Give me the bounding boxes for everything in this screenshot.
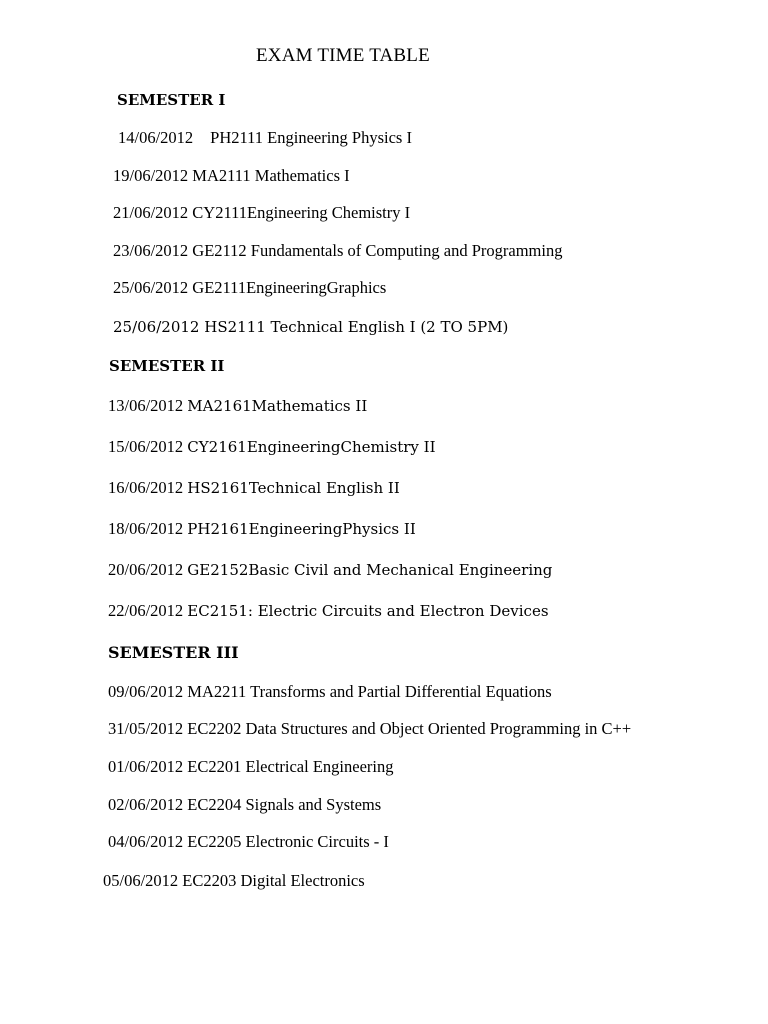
exam-course: HS2161Technical English II (187, 479, 400, 497)
exam-course: PH2111 Engineering Physics I (210, 128, 412, 147)
exam-course: EC2202 Data Structures and Object Oriented Programming in C++ (187, 719, 632, 738)
exam-course: HS2111 Technical English I (2 TO 5PM) (204, 318, 509, 336)
exam-course: EC2201 Electrical Engineering (187, 757, 394, 776)
exam-date: 25/06/2012 (113, 318, 200, 336)
exam-row (108, 719, 631, 739)
exam-course: MA2211 Transforms and Partial Differential Equations (187, 682, 552, 701)
exam-row (113, 241, 562, 261)
exam-course: MA2161Mathematics II (187, 397, 368, 415)
exam-course: EC2205 Electronic Circuits - I (187, 832, 389, 851)
exam-course: CY2111Engineering Chemistry I (192, 203, 411, 222)
exam-date: 21/06/2012 (113, 203, 189, 222)
exam-row (108, 795, 381, 815)
exam-date: 04/06/2012 (108, 832, 184, 851)
exam-row (113, 203, 410, 223)
exam-date: 31/05/2012 (108, 719, 184, 738)
semester-3-heading: SEMESTER III (108, 643, 239, 662)
exam-date: 05/06/2012 (103, 871, 179, 890)
exam-date: 14/06/2012 (118, 128, 194, 147)
exam-course: CY2161EngineeringChemistry II (187, 438, 436, 456)
exam-date: 19/06/2012 (113, 166, 189, 185)
exam-course: EC2204 Signals and Systems (187, 795, 382, 814)
page-title: EXAM TIME TABLE (256, 45, 430, 66)
exam-course: EC2203 Digital Electronics (182, 871, 365, 890)
semester-2-heading: SEMESTER II (109, 357, 225, 375)
exam-row (113, 278, 386, 298)
exam-date: 15/06/2012 (108, 437, 184, 456)
exam-row (103, 871, 365, 891)
exam-date: 23/06/2012 (113, 241, 189, 260)
exam-row (108, 560, 552, 580)
exam-course: GE2152Basic Civil and Mechanical Engineering (187, 561, 553, 579)
exam-row (108, 478, 400, 498)
exam-row (108, 682, 552, 702)
exam-date: 22/06/2012 (108, 601, 184, 620)
exam-row (113, 318, 508, 336)
exam-row (108, 396, 367, 416)
exam-row (108, 832, 389, 852)
exam-row (108, 519, 416, 539)
exam-course: GE2112 Fundamentals of Computing and Programming (192, 241, 563, 260)
exam-date: 18/06/2012 (108, 519, 184, 538)
exam-course: MA2111 Mathematics I (192, 166, 350, 185)
semester-1-heading: SEMESTER I (117, 91, 226, 109)
exam-date: 13/06/2012 (108, 396, 184, 415)
exam-date: 01/06/2012 (108, 757, 184, 776)
exam-course: GE2111EngineeringGraphics (192, 278, 387, 297)
exam-row (118, 128, 412, 148)
exam-date: 25/06/2012 (113, 278, 189, 297)
exam-row (113, 166, 350, 186)
exam-date: 16/06/2012 (108, 478, 184, 497)
exam-course: PH2161EngineeringPhysics II (187, 520, 416, 538)
exam-row (108, 757, 393, 777)
exam-course: EC2151: Electric Circuits and Electron Devices (187, 602, 549, 620)
exam-date: 20/06/2012 (108, 560, 184, 579)
exam-date: 02/06/2012 (108, 795, 184, 814)
exam-row (108, 601, 549, 621)
exam-row (108, 437, 436, 457)
exam-date: 09/06/2012 (108, 682, 184, 701)
